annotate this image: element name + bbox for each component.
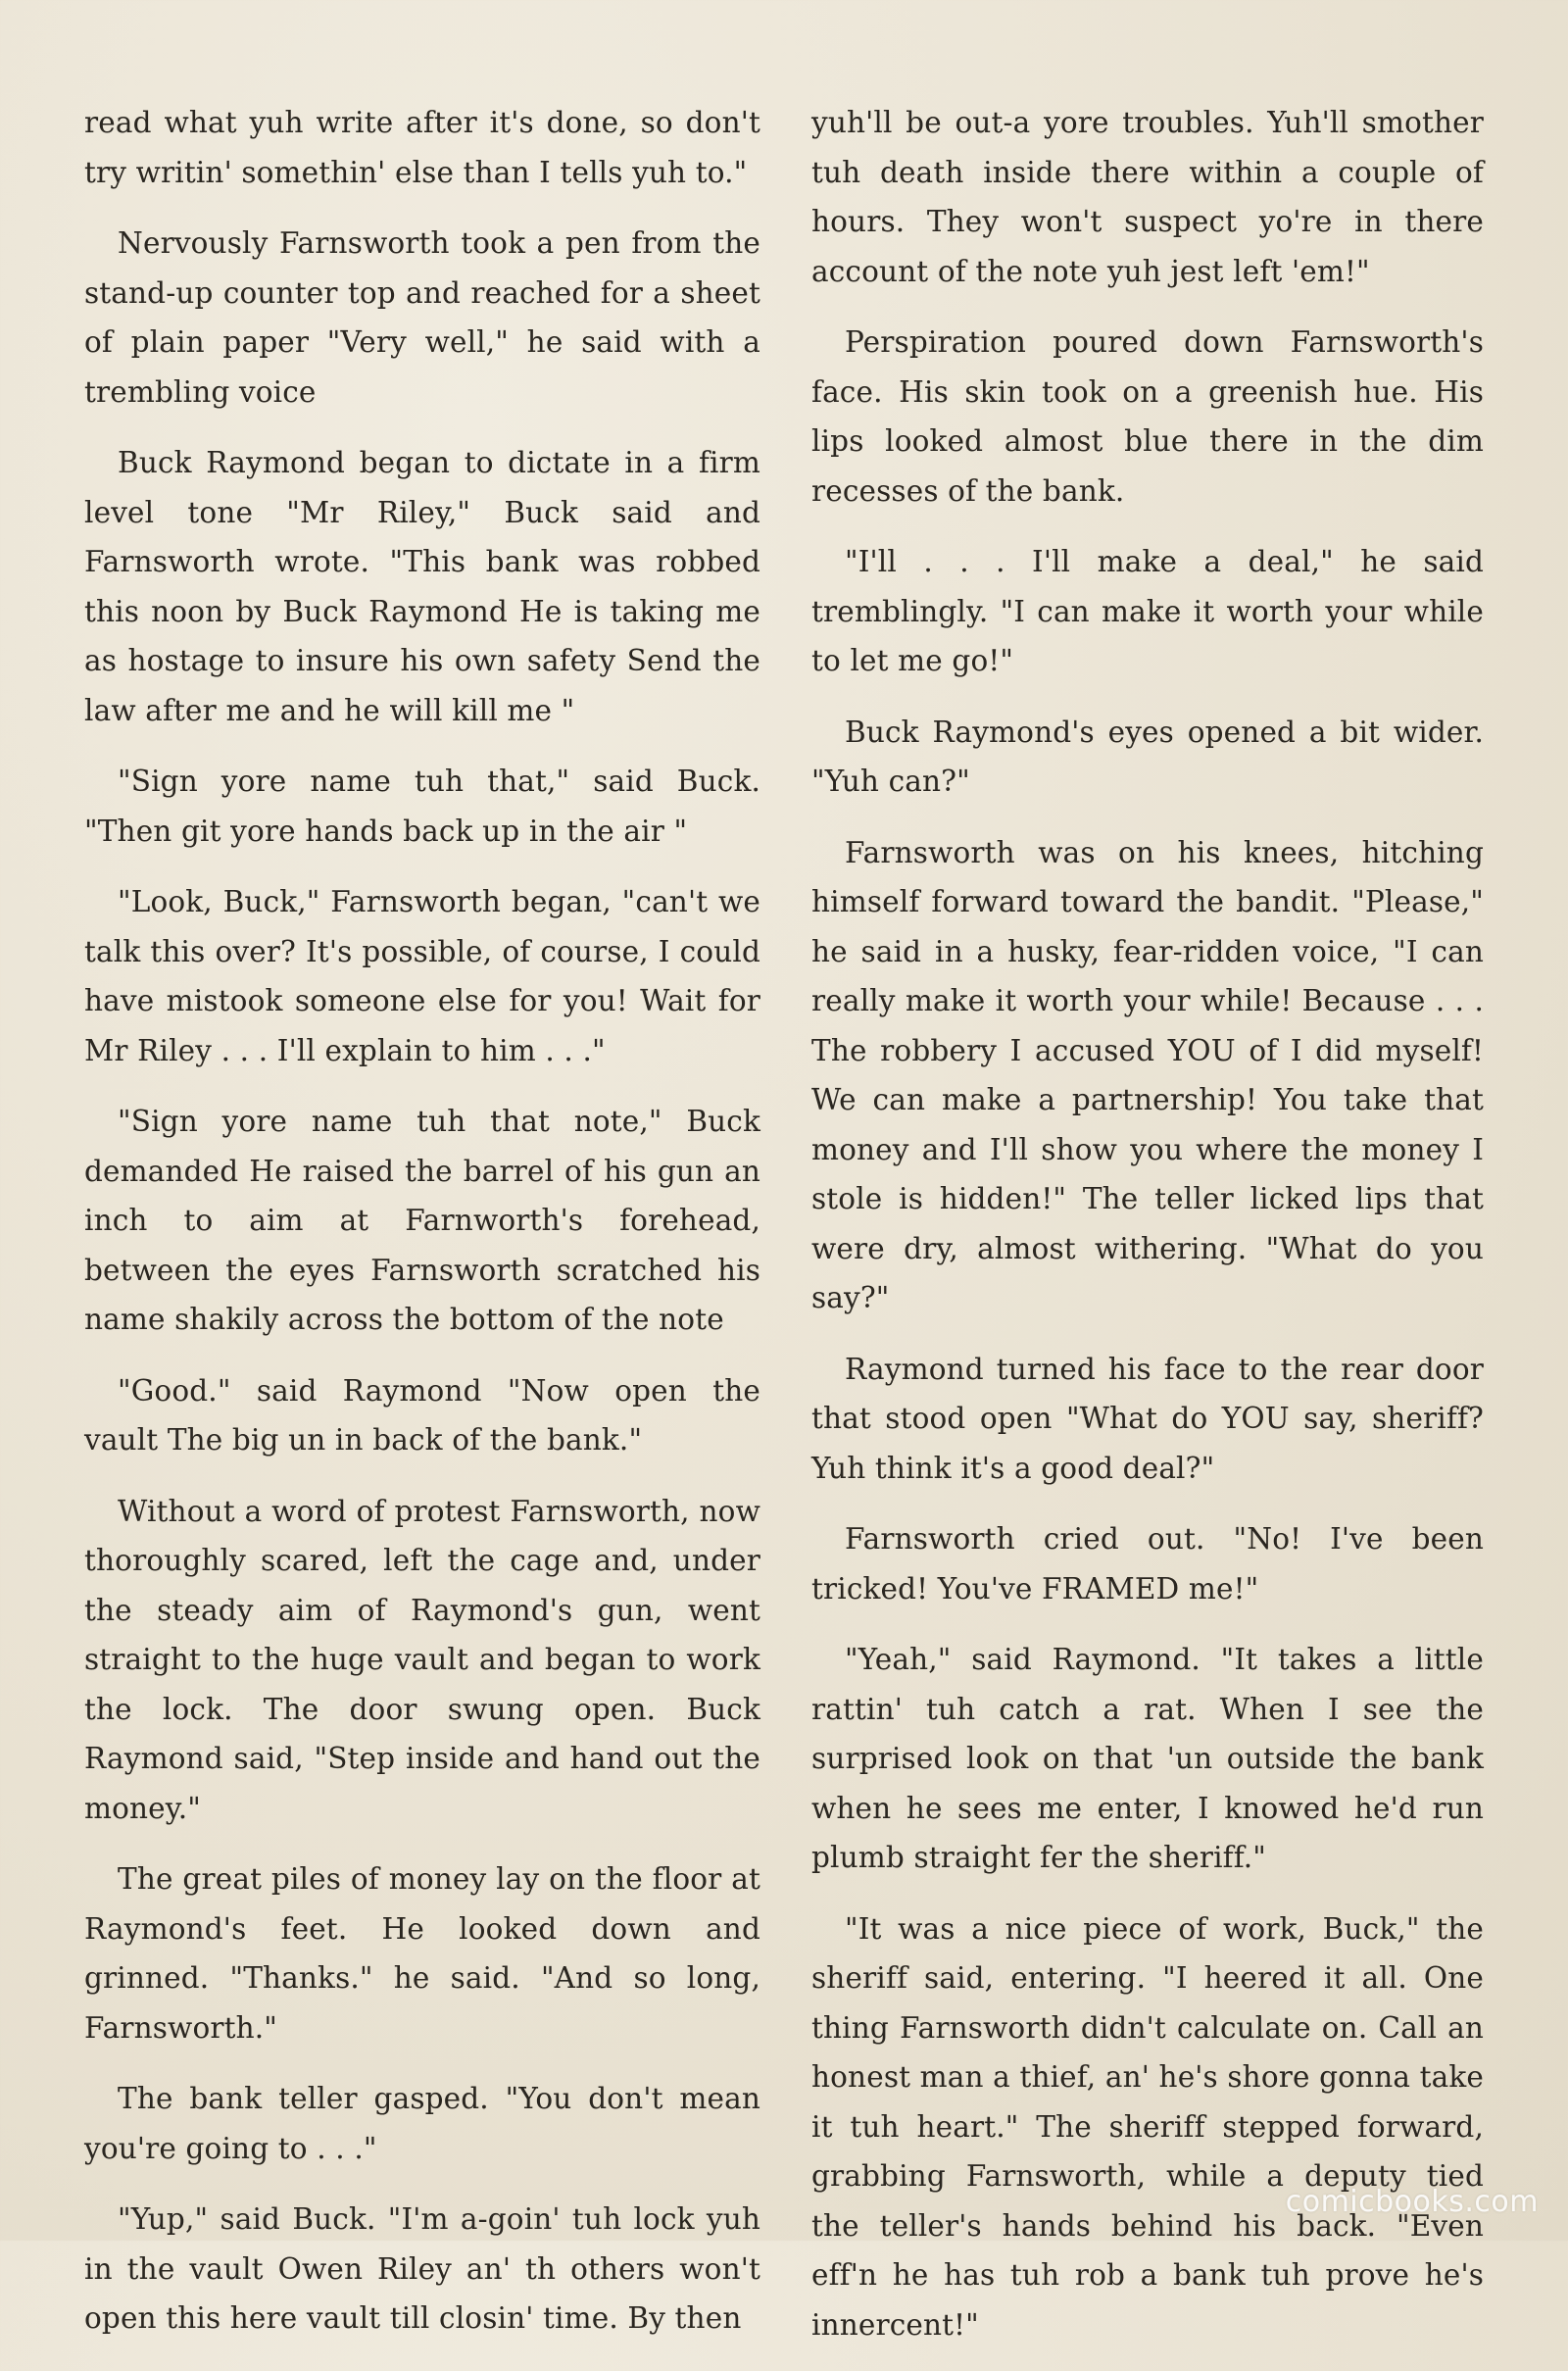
paragraph: "I'll . . . I'll make a deal," he said tremblingly. "I can make it worth your while to let me go!": [811, 545, 1484, 677]
paragraph: Without a word of protest Farnsworth, now thoroughly scared, left the cage and, under the steady aim of Raymond's gun, went straight to the huge vault and began to work the lock. The door swung open. Buck Raymond said, "Step inside and hand out the money.": [84, 1494, 760, 1825]
paragraph: Buck Raymond began to dictate in a firm level tone "Mr Riley," Buck said and Farnsworth wrote. "This bank was robbed this noon by Buck Raymond He is taking me as hostage to insure his own safety Send the law after me and he will kill me ": [84, 446, 760, 727]
paragraph: read what yuh write after it's done, so don't try writin' somethin' else than I tells yuh to.": [84, 106, 760, 189]
paragraph: "Look, Buck," Farnsworth began, "can't we talk this over? It's possible, of course, I could have mistook someone else for you! Wait for Mr Riley . . . I'll explain to him . . .": [84, 885, 760, 1067]
paragraph: The bank teller gasped. "You don't mean you're going to . . .": [84, 2082, 760, 2165]
paragraph: Nervously Farnsworth took a pen from the stand-up counter top and reached for a sheet of plain paper "Very well," he said with a trembling voice: [84, 226, 760, 409]
paragraph: "Yup," said Buck. "I'm a-goin' tuh lock yuh in the vault Owen Riley an' th others won't open this here vault till closin' time. By then: [84, 2202, 760, 2335]
paragraph: Perspiration poured down Farnsworth's face. His skin took on a greenish hue. His lips looked almost blue there in the dim recesses of the bank.: [811, 325, 1484, 508]
left-column: [84, 98, 760, 2365]
paragraph: "Yeah," said Raymond. "It takes a little rattin' tuh catch a rat. When I see the surprised look on that 'un outside the bank when he sees me enter, I knowed he'd run plumb straight fer the sheriff.": [811, 1643, 1484, 1874]
paragraph: "Good." said Raymond "Now open the vault The big un in back of the bank.": [84, 1373, 760, 1457]
paragraph: The great piles of money lay on the floor at Raymond's feet. He looked down and grinned. "Thanks." he said. "And so long, Farnsworth.": [84, 1862, 760, 2045]
paragraph: "It was a nice piece of work, Buck," the sheriff said, entering. "I heered it all. One thing Farnsworth didn't calculate on. Call an honest man a thief, an' he's shore gonna take it tuh heart." The sheriff stepped forward, grabbing Farnsworth, while a deputy tied the teller's hands behind his back. "Even eff'n he has tuh rob a bank tuh prove he's innercent!": [811, 1911, 1484, 2342]
watermark: comicbooks.com: [1285, 2185, 1539, 2219]
paragraph: Buck Raymond's eyes opened a bit wider. "Yuh can?": [811, 715, 1484, 798]
paragraph: Farnsworth cried out. "No! I've been tricked! You've FRAMED me!": [811, 1522, 1484, 1605]
paragraph: Farnsworth was on his knees, hitching himself forward toward the bandit. "Please," he said in a husky, fear-ridden voice, "I can really make it worth your while! Because . . . The robbery I accused YOU of I did myself! We can make a partnership! You take that money and I'll show you where the money I stole is hidden!" The teller licked lips that were dry, almost withering. "What do you say?": [811, 835, 1484, 1314]
right-column: [811, 98, 1484, 2371]
paragraph: "Sign yore name tuh that note," Buck demanded He raised the barrel of his gun an inch to aim at Farnworth's forehead, between the eyes Farnsworth scratched his name shakily across the bottom of the note: [84, 1105, 760, 1336]
paragraph: Raymond turned his face to the rear door that stood open "What do YOU say, sheriff? Yuh think it's a good deal?": [811, 1352, 1484, 1485]
paragraph: yuh'll be out-a yore troubles. Yuh'll smother tuh death inside there within a couple of hours. They won't suspect yo're in there account of the note yuh jest left 'em!": [811, 106, 1484, 288]
paragraph: "Sign yore name tuh that," said Buck. "Then git yore hands back up in the air ": [84, 765, 760, 848]
